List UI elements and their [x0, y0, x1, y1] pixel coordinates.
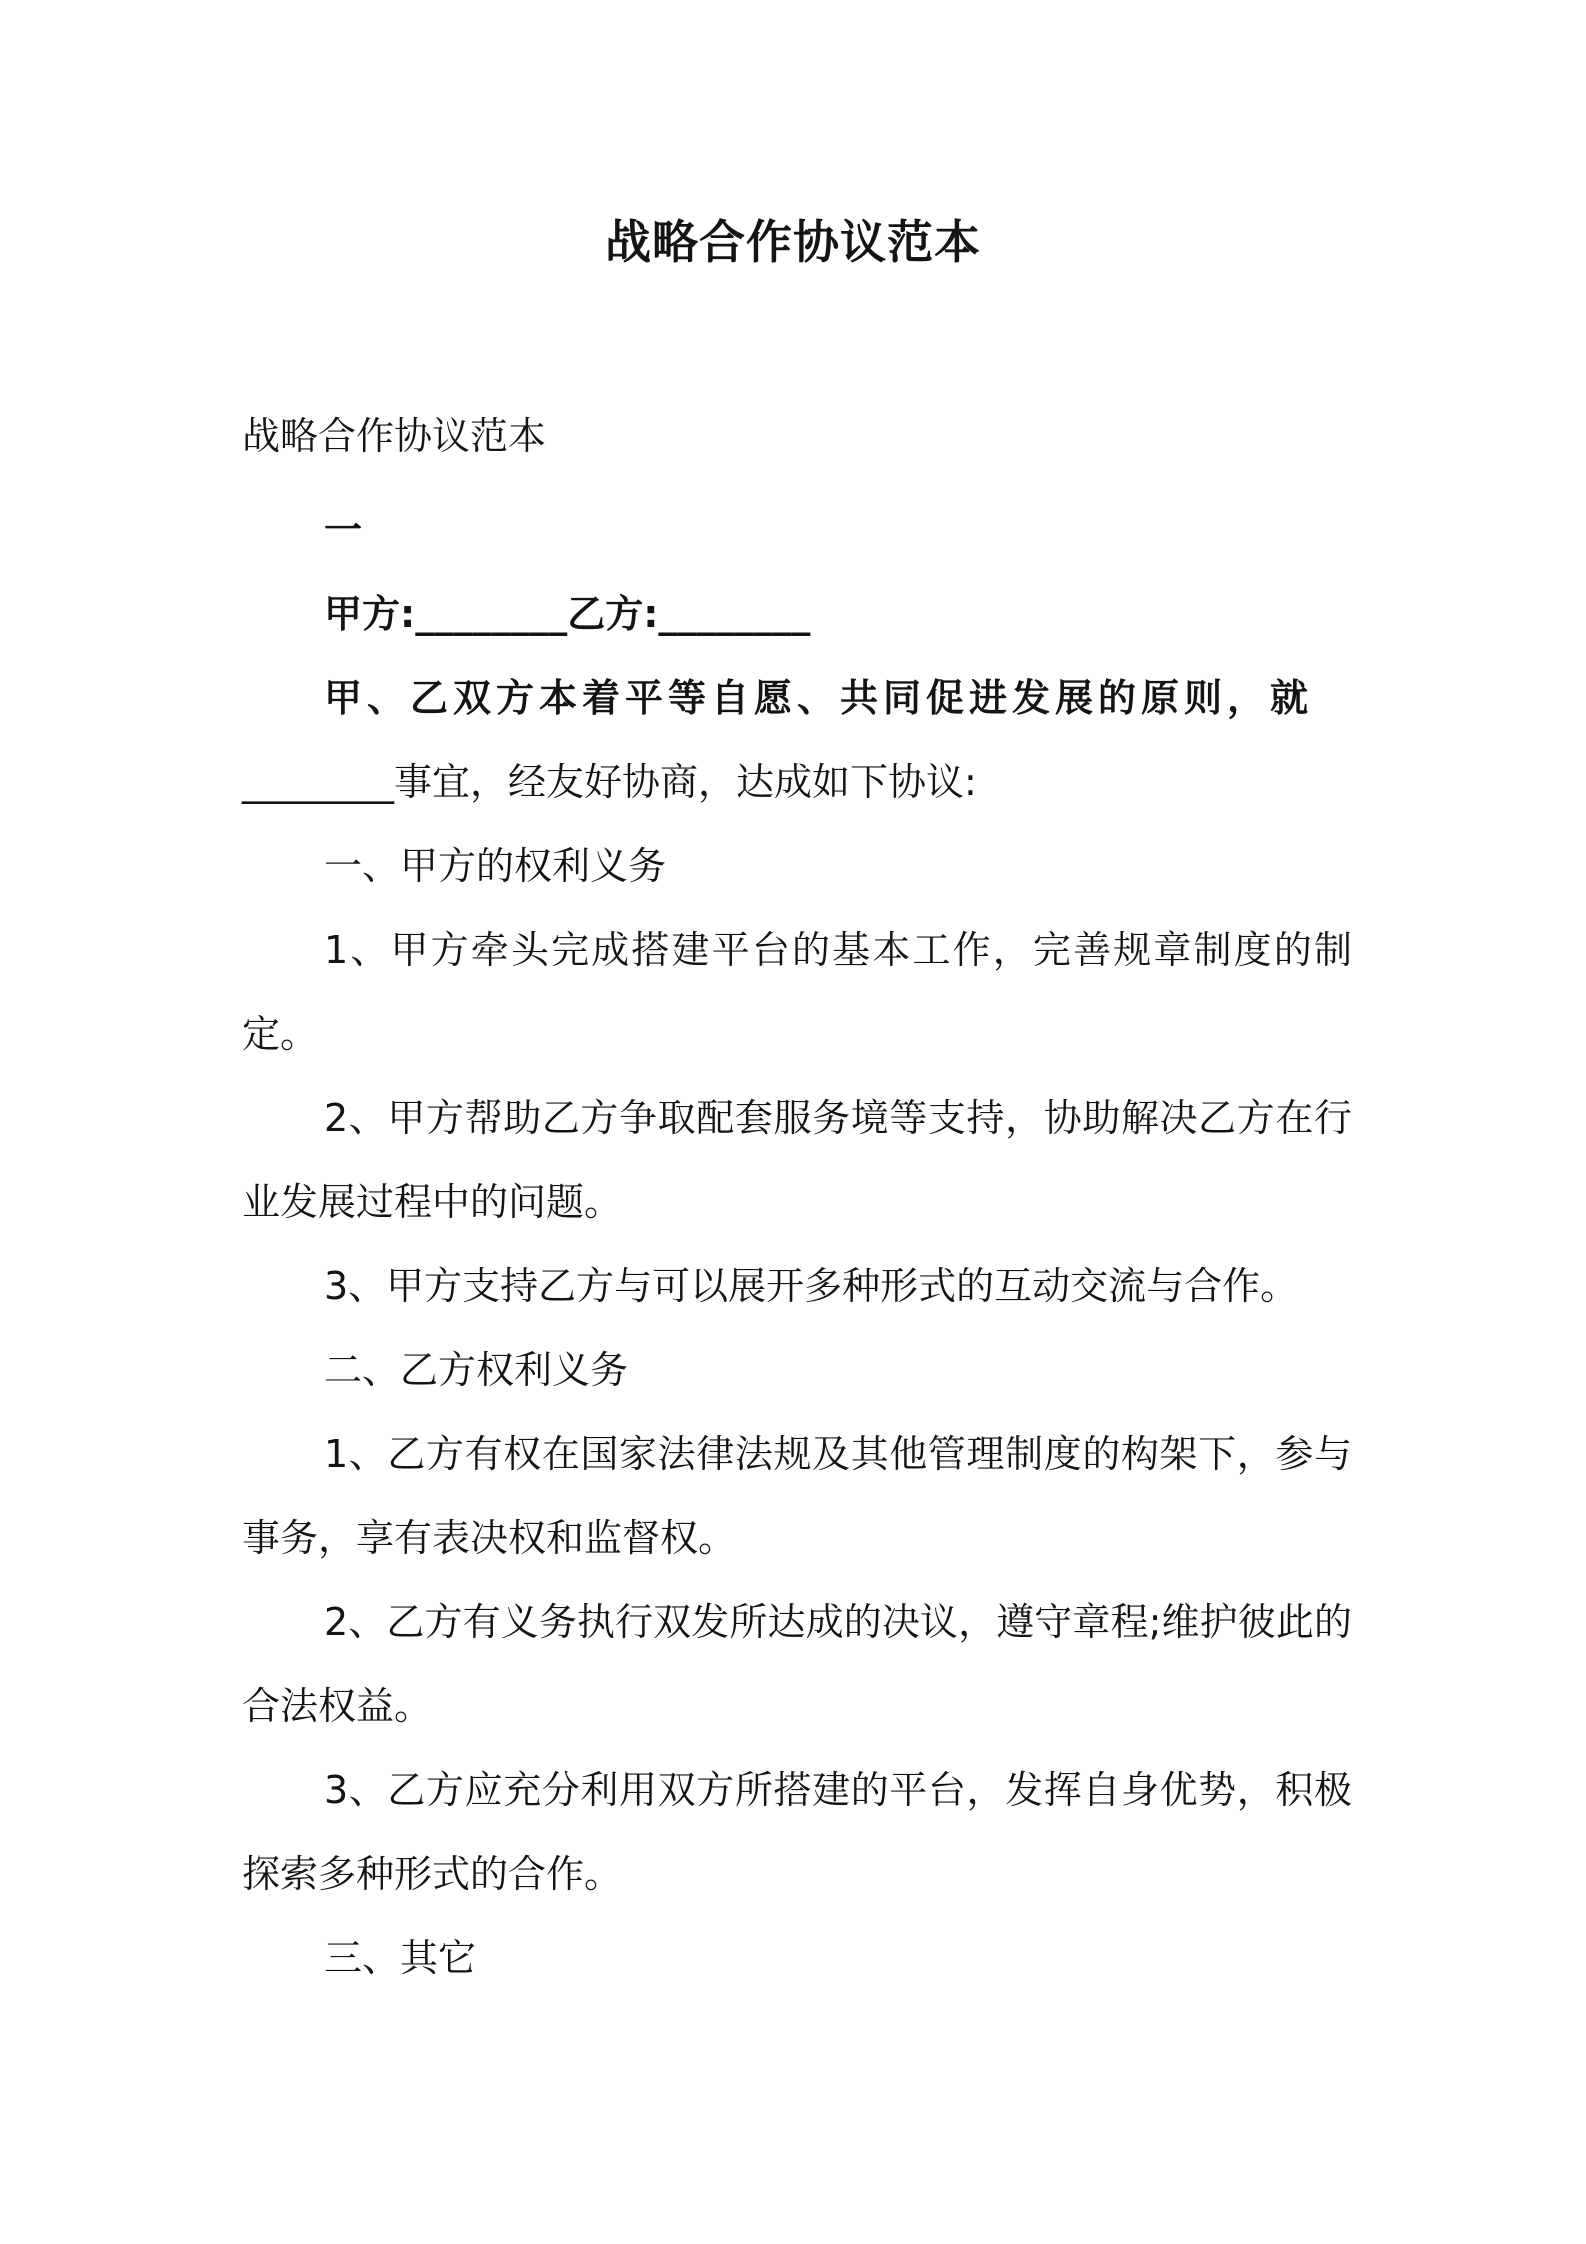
section-1-item-1: 1、甲方牵头完成搭建平台的基本工作，完善规章制度的制定。 — [242, 928, 1352, 1056]
section-numeral: 一 — [324, 508, 363, 552]
section-2-heading: 二、乙方权利义务 — [324, 1348, 629, 1392]
section-3-heading: 三、其它 — [324, 1936, 477, 1980]
parties-line: 甲方:________乙方:________ — [324, 592, 811, 636]
section-1-item-3: 3、甲方支持乙方与可以展开多种形式的互动交流与合作。 — [324, 1264, 1299, 1308]
preamble-line-2: ________事宜，经友好协商，达成如下协议: — [242, 760, 977, 804]
section-2-item-2: 2、乙方有义务执行双发所达成的决议，遵守章程;维护彼此的合法权益。 — [242, 1600, 1352, 1728]
section-1-item-2: 2、甲方帮助乙方争取配套服务境等支持，协助解决乙方在行业发展过程中的问题。 — [242, 1096, 1352, 1224]
section-1-heading: 一、甲方的权利义务 — [324, 844, 667, 888]
document-title: 战略合作协议范本 — [605, 215, 981, 269]
document-subtitle: 战略合作协议范本 — [242, 414, 547, 458]
section-2-item-1: 1、乙方有权在国家法律法规及其他管理制度的构架下，参与事务，享有表决权和监督权。 — [242, 1432, 1352, 1560]
preamble-line-1: 甲、乙双方本着平等自愿、共同促进发展的原则，就 — [324, 676, 1314, 720]
section-2-item-3: 3、乙方应充分利用双方所搭建的平台，发挥自身优势，积极探索多种形式的合作。 — [242, 1768, 1352, 1896]
